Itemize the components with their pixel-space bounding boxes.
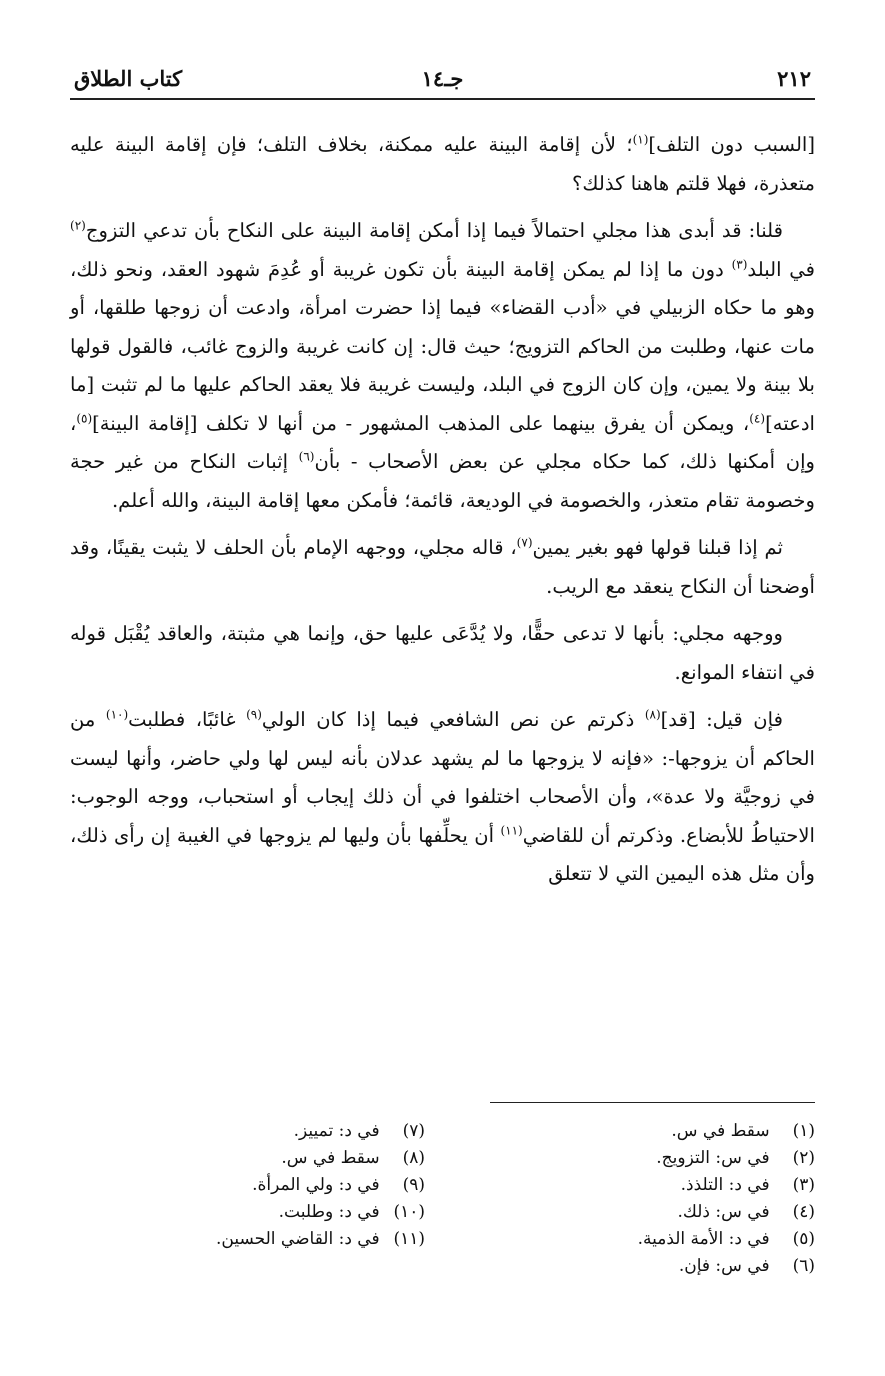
footnote-text: في د: وطلبت.	[278, 1202, 380, 1222]
footnote-ref: (١٠)	[105, 707, 129, 722]
page-header	[70, 62, 815, 96]
text-span: دون ما إذا لم يمكن إقامة البينة بأن تكون غريبة أو عُدِمَ شهود العقد، ونحو ذلك، وهو ما حكاه الزبيلي في «أدب القضاء» فيما إذا حضرت امرأة، وادعت أن زوجها طلقها، أو مات عنها، وطلبت من الحاكم التزويج؛ حيث قال: إن كانت غريبة والزوج غائب، فالقول قولها بلا بينة ولا يمين، وإن كان الزوج في البلد، وليست غريبة فلا يعقد الحاكم عليها ما لم تثبت [ما ادعته]	[70, 257, 815, 435]
footnote-ref: (٨)	[644, 707, 661, 722]
text-span: ذكرتم عن نص الشافعي فيما إذا كان الولي	[261, 708, 645, 731]
footnote-number: (١١)	[393, 1229, 425, 1249]
footnote	[475, 1199, 815, 1226]
footnote-text: في د: ولي المرأة.	[252, 1175, 380, 1195]
footnote-text: في س: التزويج.	[656, 1148, 770, 1168]
footnote	[85, 1226, 425, 1253]
footnote-text: في س: فإن.	[678, 1256, 770, 1276]
paragraph-1	[70, 126, 815, 203]
text-span: أن يحلِّفها بأن وليها لم يزوجها في الغيبة إن رأى ذلك، وأن مثل هذه اليمين التي لا تتعلق	[70, 823, 815, 885]
footnote-ref: (٦)	[298, 449, 315, 464]
footnote	[85, 1172, 425, 1199]
footnote-number: (٤)	[792, 1202, 815, 1222]
footnotes-column-left	[85, 1118, 425, 1253]
footnote-ref: (٣)	[731, 256, 748, 271]
paragraph-2	[70, 212, 815, 520]
text-span: [السبب دون التلف]	[648, 133, 816, 156]
footnote-ref: (٩)	[246, 707, 262, 722]
paragraph-5	[70, 701, 815, 894]
footnote-text: سقط في س.	[671, 1121, 770, 1141]
footnote-number: (١٠)	[393, 1202, 425, 1222]
footnote	[85, 1145, 425, 1172]
footnote	[475, 1226, 815, 1253]
text-span: قلنا: قد أبدى هذا مجلي احتمالاً فيما إذا أمكن إقامة البينة على النكاح بأن تدعي التزوج	[85, 219, 783, 242]
footnote-number: (٦)	[792, 1256, 815, 1276]
footnote-divider	[490, 1102, 815, 1103]
footnote-ref: (١١)	[500, 822, 523, 837]
footnote-number: (١)	[792, 1121, 815, 1141]
main-text	[70, 126, 815, 894]
footnote-text: في س: ذلك.	[677, 1202, 770, 1222]
footnote-number: (٣)	[792, 1175, 815, 1195]
paragraph-3	[70, 529, 815, 606]
footnote-number: (٥)	[792, 1229, 815, 1249]
text-span: ، ويمكن أن يفرق بينهما على المذهب المشهور - من أنها لا تكلف [إقامة البينة]	[92, 411, 750, 435]
footnotes-column-right	[475, 1118, 815, 1280]
text-span: في البلد	[747, 257, 815, 281]
footnote	[475, 1172, 815, 1199]
text-span: ، وإن أمكنها ذلك، كما حكاه مجلي عن بعض الأصحاب - بأن	[70, 411, 815, 473]
footnote-ref: (١)	[632, 132, 649, 147]
text-span: من الحاكم أن يزوجها-: «فإنه لا يزوجها ما لم يشهد عدلان بأنه ليس لها ولي حاضر، وأنها ليست في زوجيَّة ولا عدة»، وأن الأصحاب اختلفوا في أن ذلك إيجاب أو استحباب، ووجه الوجوب: الاحتياطُ للأبضاع. وذكرتم أن للقاضي	[70, 708, 815, 847]
text-span: غائبًا، فطلبت	[128, 708, 247, 731]
text-span: إثبات النكاح من غير حجة وخصومة تقام متعذر، والخصومة في الوديعة، قائمة؛ فأمكن معها إقامة البينة، والله أعلم.	[70, 450, 815, 512]
footnote-ref: (٢)	[70, 218, 86, 233]
footnote-number: (٧)	[402, 1121, 425, 1141]
footnote-text: في د: القاضي الحسين.	[215, 1229, 380, 1249]
text-span: فإن قيل: [قد]	[660, 708, 783, 731]
text-span: ثم إذا قبلنا قولها فهو بغير يمين	[532, 536, 783, 559]
footnote-ref: (٤)	[749, 410, 766, 425]
footnote-text: في د: الأمة الذمية.	[637, 1229, 770, 1249]
footnote-text: في د: تمييز.	[293, 1121, 380, 1141]
footnote-number: (٨)	[402, 1148, 425, 1168]
text-span: ؛ لأن إقامة البينة عليه ممكنة، بخلاف التلف؛ فإن إقامة البينة عليه متعذرة، فهلا قلتم هاهنا كذلك؟	[70, 133, 815, 195]
header-divider	[70, 98, 815, 100]
footnote-text: سقط في س.	[281, 1148, 380, 1168]
book-title: كتاب الطلاق	[74, 66, 183, 91]
book-page	[70, 62, 816, 1276]
paragraph-4	[70, 615, 815, 692]
text-span: ، قاله مجلي، ووجهه الإمام بأن الحلف لا يثبت يقينًا، وقد أوضحنا أن النكاح ينعقد مع الريب.	[70, 536, 815, 598]
page-number: ٢١٢	[777, 66, 811, 91]
footnote-ref: (٧)	[516, 535, 533, 550]
footnote	[85, 1118, 425, 1145]
footnote-text: في د: التلذذ.	[680, 1175, 770, 1195]
footnote-number: (٢)	[792, 1148, 815, 1168]
footnote-ref: (٥)	[76, 410, 93, 425]
text-span: ووجهه مجلي: بأنها لا تدعى حقًّا، ولا يُدَّعَى عليها حق، وإنما هي مثبتة، والعاقد يُقْبَل قوله في انتفاء الموانع.	[70, 622, 815, 684]
footnote-number: (٩)	[402, 1175, 425, 1195]
volume-label: جـ١٤	[421, 66, 464, 91]
footnote	[475, 1118, 815, 1145]
footnote	[475, 1145, 815, 1172]
footnote	[85, 1199, 425, 1226]
footnote	[475, 1253, 815, 1280]
